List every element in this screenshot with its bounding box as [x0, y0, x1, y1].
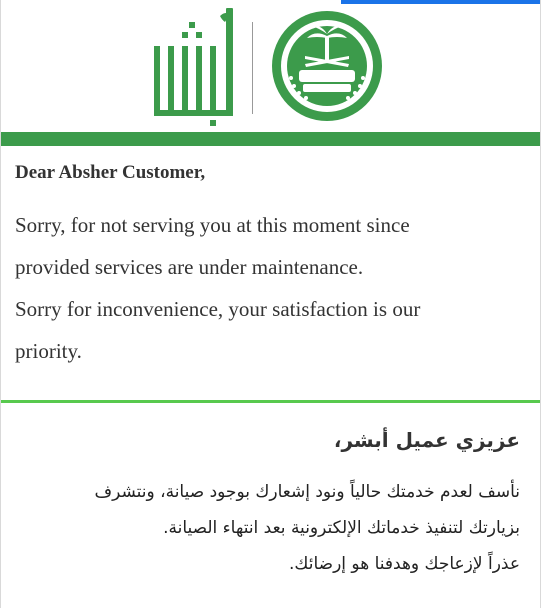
arabic-line: نأسف لعدم خدمتك حالياً ونود إشعارك بوجود صيانة، ونتشرف — [94, 482, 520, 502]
logo-divider — [252, 22, 253, 114]
english-message — [15, 160, 535, 372]
arabic-line: بزيارتك لتنفيذ خدماتك الإلكترونية بعد انتهاء الصيانة. — [163, 518, 520, 538]
english-greeting: Dear Absher Customer, — [15, 162, 206, 183]
absher-logo — [136, 8, 246, 126]
arabic-line: عذراً لإزعاجك وهدفنا هو إرضائك. — [289, 554, 520, 574]
english-line: Sorry, for not serving you at this moment since — [15, 213, 410, 237]
ministry-emblem-icon — [269, 8, 385, 124]
english-line: provided services are under maintenance. — [15, 255, 364, 279]
arabic-message — [0, 420, 520, 582]
section-divider — [1, 400, 541, 403]
english-line: priority. — [15, 339, 82, 363]
arabic-greeting: عزيزي عميل أبشر، — [333, 428, 520, 452]
header — [1, 0, 541, 132]
header-green-bar — [1, 132, 541, 146]
english-line: Sorry for inconvenience, your satisfaction is our — [15, 297, 421, 321]
